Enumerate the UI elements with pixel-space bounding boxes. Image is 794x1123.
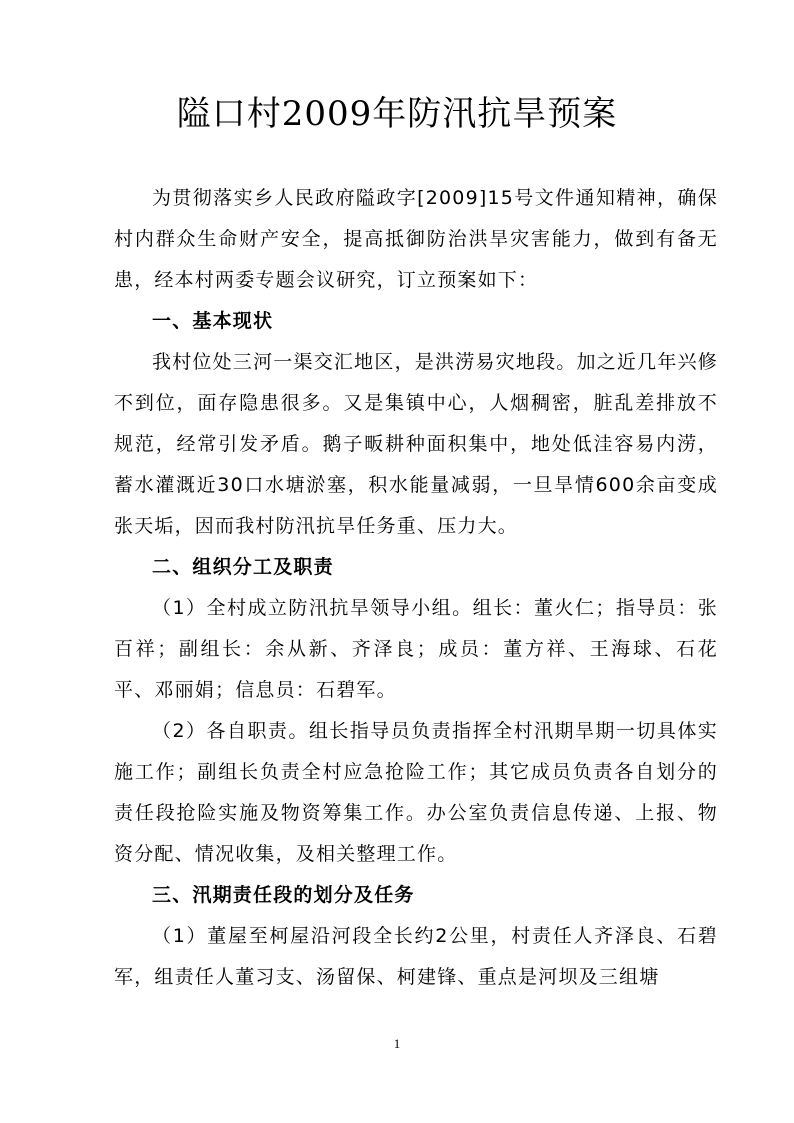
organization-paragraph-1: （1）全村成立防汛抗旱领导小组。组长：董火仁；指导员：张百祥；副组长：余从新、齐泽良；成员：董方祥、王海球、石花平、邓丽娟；信息员：石碧军。 [114,597,718,701]
document-body [114,178,718,998]
intro-paragraph: 为贯彻落实乡人民政府隘政字[2009]15号文件通知精神，确保村内群众生命财产安全，提高抵御防治洪旱灾害能力，做到有备无患，经本村两委专题会议研究，订立预案如下： [114,187,718,291]
section-heading-organization: 二、组织分工及职责 [152,556,334,578]
section-heading-flood-duty: 三、汛期责任段的划分及任务 [152,884,415,906]
flood-duty-paragraph-1: （1）董屋至柯屋沿河段全长约2公里，村责任人齐泽良、石碧军，组责任人董习支、汤留保、柯建锋、重点是河坝及三组塘 [114,925,718,988]
document-title: 隘口村2009年防汛抗旱预案 [176,94,618,134]
organization-paragraph-2: （2）各自职责。组长指导员负责指挥全村汛期旱期一切具体实施工作；副组长负责全村应急抢险工作；其它成员负责各自划分的责任段抢险实施及物资筹集工作。办公室负责信息传递、上报、物资分配、情况收集，及相关整理工作。 [114,720,718,865]
section-heading-basic-status: 一、基本现状 [152,310,274,332]
page-number: 1 [393,1036,401,1051]
basic-status-paragraph: 我村位处三河一渠交汇地区，是洪涝易灾地段。加之近几年兴修不到位，面存隐患很多。又是集镇中心，人烟稠密，脏乱差排放不规范，经常引发矛盾。鹅子畈耕种面积集中，地处低洼容易内涝，蓄水灌溉近30口水塘淤塞，积水能量减弱，一旦旱情600余亩变成张天垢，因而我村防汛抗旱任务重、压力大。 [114,351,718,537]
